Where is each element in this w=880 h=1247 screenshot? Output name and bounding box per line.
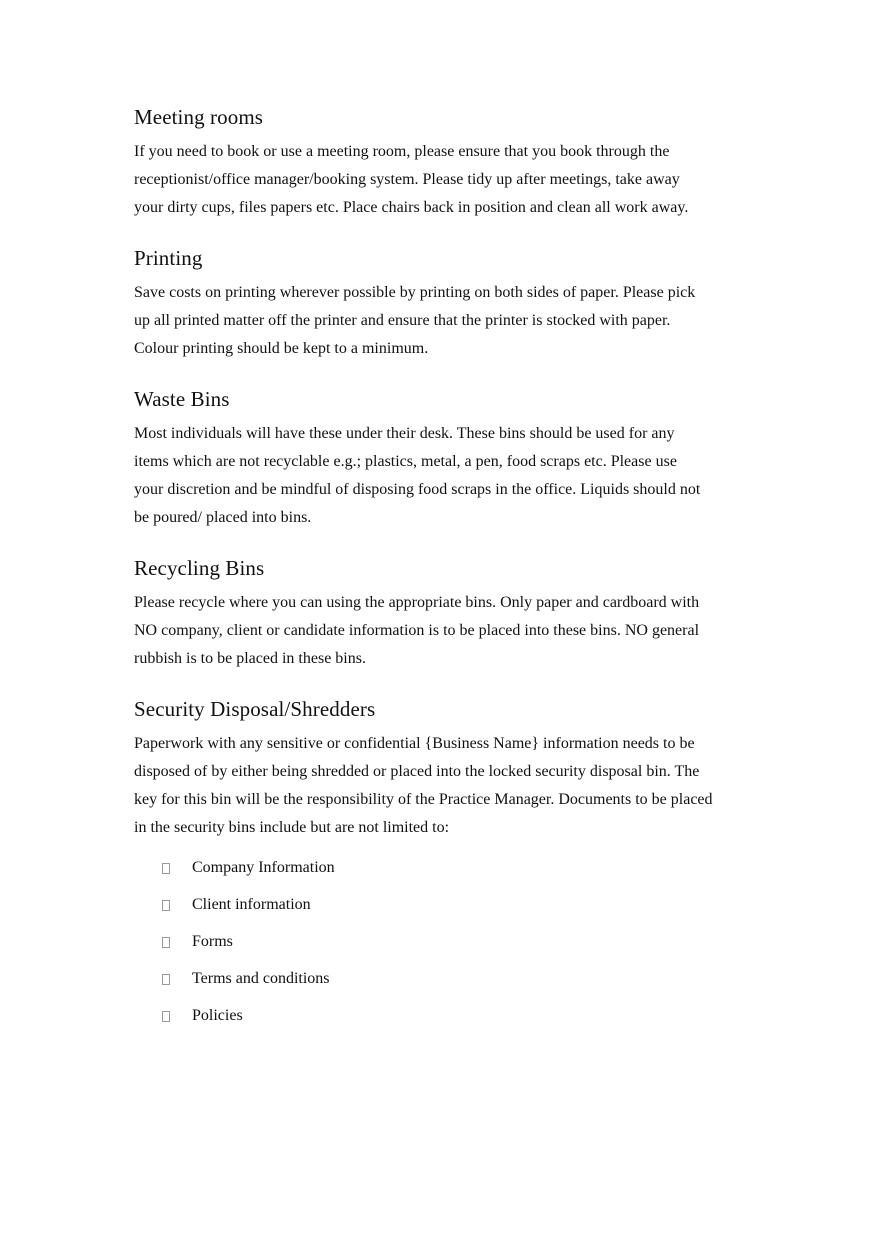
paragraph-line: key for this bin will be the responsibility of the Practice Manager. Documents to be placed bbox=[134, 791, 713, 808]
paragraph-line: rubbish is to be placed in these bins. bbox=[134, 650, 366, 667]
section-security-disposal bbox=[134, 694, 734, 1028]
list-item-text: Forms bbox=[192, 933, 233, 950]
paragraph-line: items which are not recyclable e.g.; plastics, metal, a pen, food scraps etc. Please use bbox=[134, 453, 677, 470]
list-item bbox=[134, 967, 734, 991]
section-printing bbox=[134, 243, 734, 363]
section-heading: Security Disposal/Shredders bbox=[134, 697, 376, 721]
section-paragraph bbox=[134, 279, 734, 363]
list-item-text: Client information bbox=[192, 896, 311, 913]
paragraph-line: Paperwork with any sensitive or confidential {Business Name} information needs to be bbox=[134, 735, 695, 752]
section-heading: Recycling Bins bbox=[134, 556, 265, 580]
paragraph-line: disposed of by either being shredded or placed into the locked security disposal bin. The bbox=[134, 763, 700, 780]
paragraph-line: your dirty cups, files papers etc. Place chairs back in position and clean all work away. bbox=[134, 199, 689, 216]
paragraph-line: Please recycle where you can using the appropriate bins. Only paper and cardboard with bbox=[134, 594, 700, 611]
section-meeting-rooms bbox=[134, 102, 734, 222]
document-body bbox=[134, 102, 734, 1049]
list-item-text: Terms and conditions bbox=[192, 970, 330, 987]
paragraph-line: in the security bins include but are not limited to: bbox=[134, 819, 450, 836]
section-heading: Waste Bins bbox=[134, 387, 230, 411]
documents-list bbox=[134, 856, 734, 1028]
paragraph-line: receptionist/office manager/booking system. Please tidy up after meetings, take away bbox=[134, 171, 680, 188]
square-bullet-icon bbox=[162, 974, 170, 985]
section-recycling-bins bbox=[134, 553, 734, 673]
list-item bbox=[134, 930, 734, 954]
paragraph-line: your discretion and be mindful of disposing food scraps in the office. Liquids should not bbox=[134, 481, 701, 498]
section-heading: Printing bbox=[134, 246, 203, 270]
square-bullet-icon bbox=[162, 937, 170, 948]
square-bullet-icon bbox=[162, 900, 170, 911]
section-paragraph bbox=[134, 589, 734, 673]
square-bullet-icon bbox=[162, 1011, 170, 1022]
section-paragraph bbox=[134, 420, 734, 532]
list-item-text: Company Information bbox=[192, 859, 335, 876]
section-waste-bins bbox=[134, 384, 734, 532]
paragraph-line: If you need to book or use a meeting room, please ensure that you book through the bbox=[134, 143, 670, 160]
section-heading: Meeting rooms bbox=[134, 105, 264, 129]
paragraph-line: Colour printing should be kept to a minimum. bbox=[134, 340, 429, 357]
list-item bbox=[134, 856, 734, 880]
section-paragraph bbox=[134, 138, 734, 222]
paragraph-line: up all printed matter off the printer and ensure that the printer is stocked with paper. bbox=[134, 312, 671, 329]
paragraph-line: Most individuals will have these under their desk. These bins should be used for any bbox=[134, 425, 675, 442]
list-item bbox=[134, 893, 734, 917]
paragraph-line: be poured/ placed into bins. bbox=[134, 509, 312, 526]
paragraph-line: Save costs on printing wherever possible by printing on both sides of paper. Please pick bbox=[134, 284, 696, 301]
list-item bbox=[134, 1004, 734, 1028]
paragraph-line: NO company, client or candidate information is to be placed into these bins. NO general bbox=[134, 622, 700, 639]
list-item-text: Policies bbox=[192, 1007, 243, 1024]
section-paragraph bbox=[134, 730, 734, 842]
square-bullet-icon bbox=[162, 863, 170, 874]
